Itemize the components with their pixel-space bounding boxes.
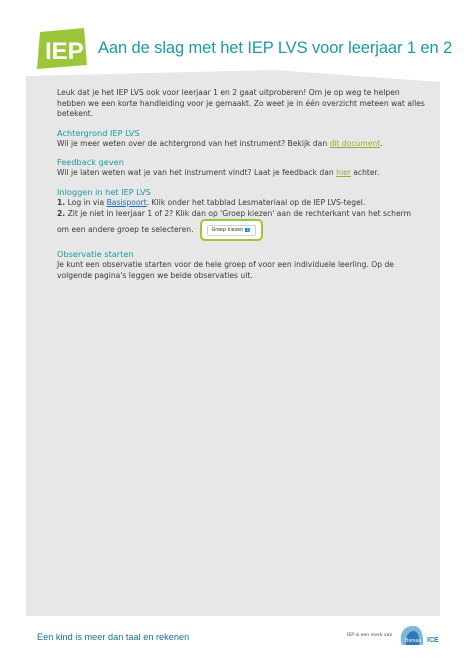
footer-tagline: Een kind is meer dan taal en rekenen [37, 632, 190, 642]
document-link[interactable]: dit document [329, 138, 381, 148]
observatie-text: Je kunt een observatie starten voor de hele groep of voor een individuele leerling. Op de volgende pagina's leggen we beide observaties uit. [57, 260, 394, 280]
content [57, 88, 425, 281]
observatie-heading: Observatie starten [57, 249, 134, 260]
feedback-heading: Feedback geven [57, 157, 124, 168]
brand-name-1: Bureau [405, 638, 422, 644]
feedback-link[interactable]: hier [336, 168, 351, 178]
brand-block [347, 623, 447, 647]
achtergrond-text: Wil je meer weten over de achtergrond van het instrument? Bekijk dan dit document. [57, 138, 383, 148]
section-feedback [57, 157, 425, 179]
brand-prefix: IEP is een merk van [347, 633, 393, 638]
inloggen-heading: Inloggen in het IEP LVS [57, 186, 151, 197]
feedback-text: Wil je laten weten wat je van het instrument vindt? Laat je feedback dan hier achter. [57, 168, 380, 178]
step-1: 1. Log in via Basispoort. Klik onder het tabblad Lesmateriaal op de IEP LVS-tegel. [57, 197, 366, 207]
bureau-ice-logo [396, 623, 446, 647]
page-title: Aan de slag met het IEP LVS voor leerjaar 1 en 2 [98, 39, 453, 57]
group-icon: 👥 [244, 228, 251, 234]
intro-text: Leuk dat je het IEP LVS ook voor leerjaar 1 en 2 gaat uitproberen! Om je op weg te helpen hebben we een korte handleiding voor je gemaakt. Zo weet je in één overzicht meteen wat alles betekent. [57, 88, 425, 119]
section-achtergrond [57, 128, 425, 150]
achtergrond-heading: Achtergrond IEP LVS [57, 127, 140, 138]
logo-text: IEP [45, 38, 84, 65]
step-2: 2. Zit je niet in leerjaar 1 of 2? Klik dan op 'Groep kiezen' aan de rechterkant van het scherm om een andere groep te selecteren. Groep kiezen 👥 [57, 209, 425, 242]
iep-logo [37, 28, 87, 69]
section-observatie [57, 249, 425, 281]
groep-kiezen-label: Groep kiezen [211, 228, 244, 234]
groep-kiezen-button-example[interactable] [200, 219, 263, 241]
basispoort-link[interactable]: Basispoort [106, 197, 147, 207]
section-inloggen [57, 187, 425, 241]
brand-name-2: ICE [427, 637, 439, 644]
